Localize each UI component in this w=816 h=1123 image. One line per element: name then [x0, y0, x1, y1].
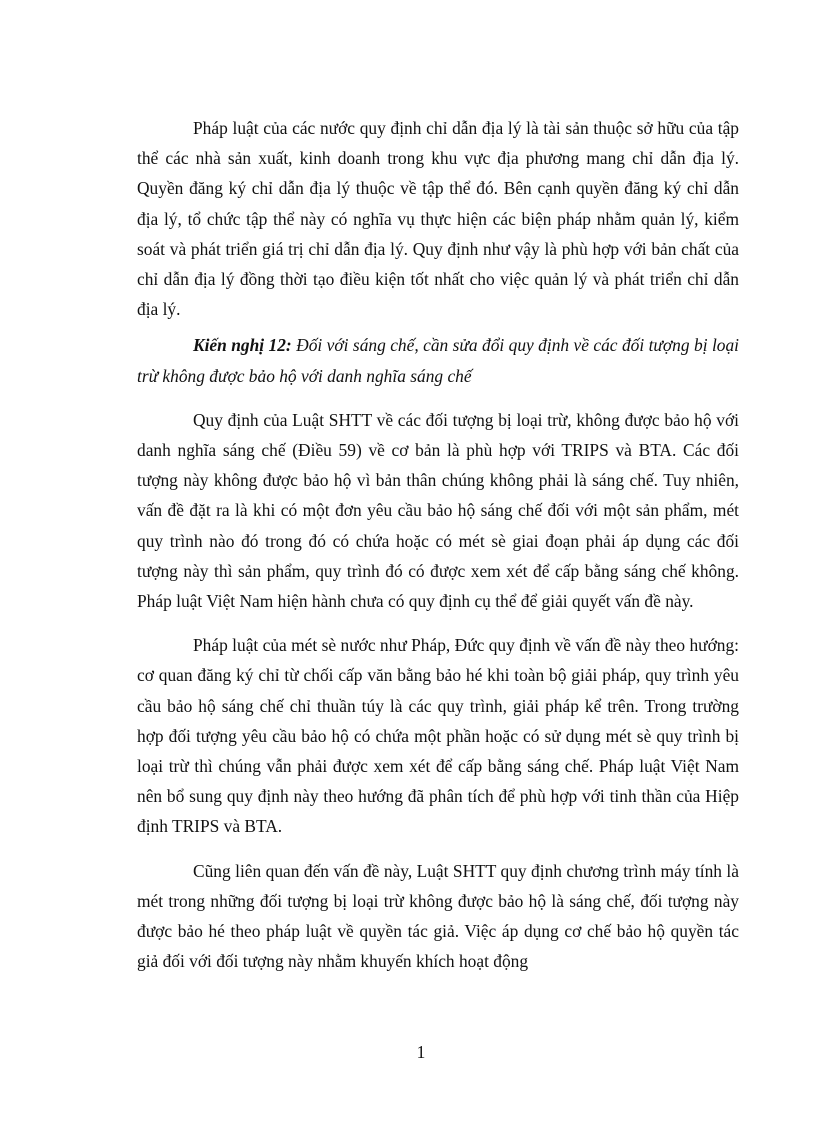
- paragraph-computer-programs: Cũng liên quan đến vấn đề này, Luật SHTT quy định chương trình máy tính là mét trong những đối tượng bị loại trừ không được bảo hộ là sáng chế, đối tượng này được bảo hé theo pháp luật về quyền tác giả. Việc áp dụng cơ chế bảo hộ quyền tác giả đối với đối tượng này nhằm khuyến khích hoạt động: [137, 860, 739, 972]
- paragraph-geographical-indications: Pháp luật của các nước quy định chỉ dẫn địa lý là tài sản thuộc sở hữu của tập thể các nhà sản xuất, kinh doanh trong khu vực địa phương mang chỉ dẫn địa lý. Quyền đăng ký chỉ dẫn địa lý thuộc về tập thể đó. Bên cạnh quyền đăng ký chỉ dẫn địa lý, tổ chức tập thể này có nghĩa vụ thực hiện các biện pháp nhằm quản lý, kiểm soát và phát triển giá trị chỉ dẫn địa lý. Quy định như vậy là phù hợp với bản chất của chỉ dẫn địa lý đồng thời tạo điều kiện tốt nhất cho việc quản lý và phát triển chỉ dẫn địa lý.: [137, 118, 739, 320]
- document-body: [137, 113, 739, 976]
- recommendation-text: Đối với sáng chế, cần sửa đổi quy định về các đối tượng bị loại trừ không được bảo hộ với danh nghĩa sáng chế: [137, 335, 740, 386]
- recommendation-label: Kiến nghị 12:: [193, 335, 292, 356]
- paragraph-excluded-subjects: Quy định của Luật SHTT về các đối tượng bị loại trừ, không được bảo hộ với danh nghĩa sáng chế (Điều 59) về cơ bản là phù hợp với TRIPS và BTA. Các đối tượng này không được bảo hộ vì bản thân chúng không phải là sáng chế. Tuy nhiên, vấn đề đặt ra là khi có một đơn yêu cầu bảo hộ sáng chế đối với một sản phẩm, mét quy trình nào đó trong đó có chứa hoặc có mét sè giai đoạn phải áp dụng các đối tượng này thì sản phẩm, quy trình đó có được xem xét để cấp bằng sáng chế không. Pháp luật Việt Nam hiện hành chưa có quy định cụ thể để giải quyết vấn đề này.: [137, 409, 739, 612]
- recommendation-heading: [137, 330, 739, 390]
- paragraph-foreign-law: Pháp luật của mét sè nước như Pháp, Đức quy định về vấn đề này theo hướng: cơ quan đăng ký chỉ từ chối cấp văn bằng bảo hé khi toàn bộ giải pháp, quy trình yêu cầu bảo hộ sáng chế chỉ thuần túy là các quy trình, giải pháp kể trên. Trong trường hợp đối tượng yêu cầu bảo hộ có chứa một phần hoặc có sử dụng mét sè quy trình bị loại trừ thì chúng vẫn phải được xem xét để cấp bằng sáng chế. Pháp luật Việt Nam nên bổ sung quy định này theo hướng đã phân tích để phù hợp với tinh thần của Hiệp định TRIPS và BTA.: [137, 635, 739, 837]
- page-number: 1: [416, 1042, 426, 1062]
